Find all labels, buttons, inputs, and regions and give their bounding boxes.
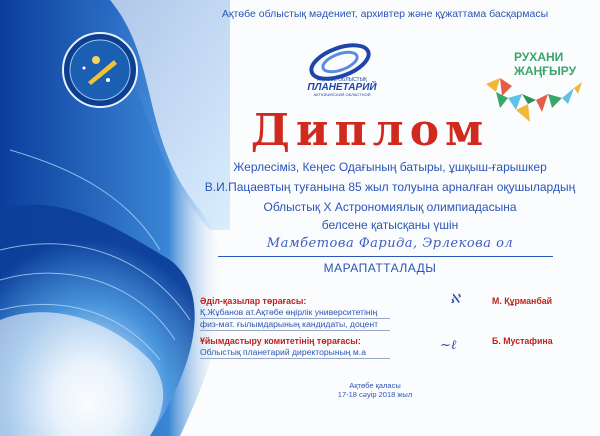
committee-underline [200,358,390,359]
jury-name: М. Құрманбай [492,296,553,306]
organization-title: Ақтөбе облыстық мәдениет, архивтер және құжаттама басқармасы [221,8,549,20]
diploma-line-4: белсене қатысқаны үшін [321,218,459,232]
rukhani-line2: ЖАҢҒЫРУ [514,64,577,78]
footer-date: 17-18 сәуір 2018 жыл [337,390,413,399]
astronomy-emblem-icon [60,30,140,110]
diploma-line-3: Облыстық Х Астрономиялық олимпиадасына [263,200,517,214]
jury-underline-2 [200,330,390,331]
committee-signature: ~ℓ [440,338,457,353]
committee-label: Ұйымдастыру комитетінің төрағасы: [200,336,361,346]
diploma-line-1: Жерлесіміз, Кеңес Одағының батыры, ұшқыш-ғарышкер [233,160,547,174]
recipient-underline [218,256,553,257]
planetarium-sub-text: АКТЮБИНСКИЙ ОБЛАСТНОЙ [313,92,371,97]
jury-label: Әділ-қазылар төрағасы: [200,296,307,306]
diploma-line-2: В.И.Пацаевтың туғанына 85 жыл толуына арналған оқушылардың [204,180,576,194]
committee-line-1: Облыстық планетарий директорының м.а [200,347,366,357]
planetarium-main-text: ПЛАНЕТАРИЙ [307,82,377,93]
rukhani-text [514,50,576,78]
jury-signature: ℵ [450,292,460,307]
awarded-text: МАРАПАТТАЛАДЫ [323,261,437,275]
diploma-title: Диплом [250,105,490,156]
footer-city: Ақтөбе қаласы [349,381,401,390]
planetarium-top-text: АҚТӨБЕ ОБЛЫСТЫҚ [317,77,367,83]
planetarium-logo [292,40,392,98]
committee-name: Б. Мустафина [492,336,553,346]
jury-line-1: Қ.Жұбанов ат.Ақтөбе өңірлік университетінің [200,307,378,317]
recipient-name: Мамбетова Фарида, Эрлекова ол [266,236,514,251]
jury-line-2: физ-мат. ғылымдарының кандидаты, доцент [200,319,379,329]
rukhani-line1: РУХАНИ [514,50,564,64]
